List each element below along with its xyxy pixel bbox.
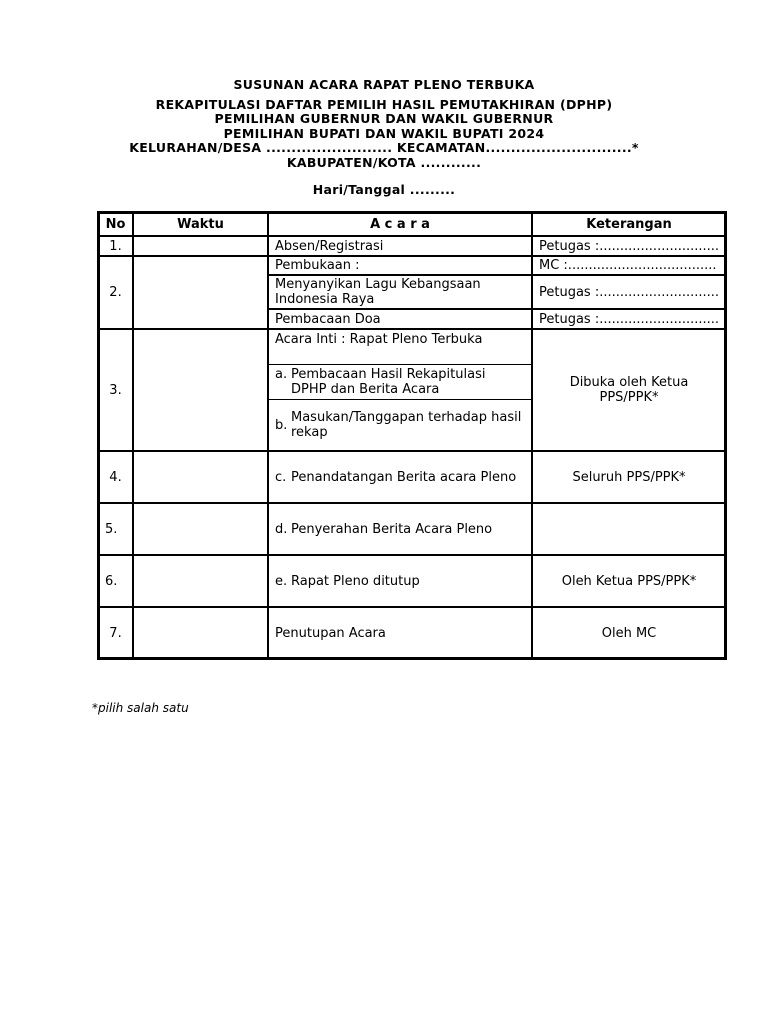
row-waktu (133, 451, 268, 503)
row-acara: Penutupan Acara (268, 607, 532, 659)
row-no: 2. (98, 256, 133, 329)
item-text: Pembacaan Hasil Rekapitulasi DPHP dan Berita Acara (291, 367, 486, 397)
subtitle-line: REKAPITULASI DAFTAR PEMILIH HASIL PEMUTAKHIRAN (DPHP) (155, 97, 613, 112)
table-row (98, 329, 726, 451)
item-label: b. (275, 417, 288, 433)
row-keterangan: Oleh Ketua PPS/PPK* (532, 555, 726, 607)
item-text: Penyerahan Berita Acara Pleno (291, 521, 493, 537)
header-acara: A c a r a (268, 212, 532, 236)
row-acara: Pembukaan : (268, 256, 532, 275)
acara-sub-b (269, 400, 531, 450)
row-acara (268, 503, 532, 555)
acara-sub-a (269, 365, 531, 400)
row-waktu (133, 329, 268, 451)
item-text: Penandatangan Berita acara Pleno (291, 469, 517, 485)
row-no: 3. (98, 329, 133, 451)
header-waktu: Waktu (133, 212, 268, 236)
row-keterangan: Oleh MC (532, 607, 726, 659)
row-keterangan: Seluruh PPS/PPK* (532, 451, 726, 503)
subtitle-line: PEMILIHAN GUBERNUR DAN WAKIL GUBERNUR (214, 111, 554, 127)
row-acara (268, 555, 532, 607)
item-label: d. (275, 521, 288, 537)
row-acara: Absen/Registrasi (268, 236, 532, 256)
document-title: SUSUNAN ACARA RAPAT PLENO TERBUKA (233, 77, 535, 92)
item-text: Rapat Pleno ditutup (291, 573, 420, 589)
row-waktu (133, 256, 268, 329)
row-waktu (133, 555, 268, 607)
acara-inti: Acara Inti : Rapat Pleno Terbuka (269, 330, 531, 365)
row-waktu (133, 236, 268, 256)
table-row (98, 503, 726, 555)
row-acara (268, 329, 532, 451)
row-no: 5. (98, 503, 133, 555)
header-keterangan: Keterangan (532, 212, 726, 236)
item-label: c. (275, 469, 287, 485)
hari-tanggal: Hari/Tanggal ......... (312, 182, 456, 197)
row-no: 1. (98, 236, 133, 256)
row-keterangan: Petugas :............................. (532, 309, 726, 329)
header-no: No (98, 212, 133, 236)
row-no: 7. (98, 607, 133, 659)
table-row (98, 451, 726, 503)
row-keterangan: Petugas :............................. (532, 236, 726, 256)
row-keterangan: Petugas :............................. (532, 275, 726, 309)
row-keterangan: MC :.................................... (532, 256, 726, 275)
row-no: 4. (98, 451, 133, 503)
subtitle-line: KABUPATEN/KOTA ............ (286, 154, 482, 170)
row-keterangan (532, 503, 726, 555)
row-waktu (133, 503, 268, 555)
subtitle-line: PEMILIHAN BUPATI DAN WAKIL BUPATI 2024 (223, 125, 545, 141)
subtitle-line: KELURAHAN/DESA ......................... KECAMATAN.............................* (129, 140, 639, 156)
row-no: 6. (98, 555, 133, 607)
row-keterangan: Dibuka oleh Ketua PPS/PPK* (532, 329, 726, 451)
agenda-table (97, 211, 727, 660)
item-label: a. (275, 367, 288, 382)
row-acara: Pembacaan Doa (268, 309, 532, 329)
row-acara (268, 451, 532, 503)
document-subtitle (0, 98, 768, 170)
item-text: Masukan/Tanggapan terhadap hasil rekap (291, 410, 522, 440)
table-row (98, 555, 726, 607)
table-row (98, 236, 726, 256)
table-row (98, 607, 726, 659)
row-waktu (133, 607, 268, 659)
row-acara: Menyanyikan Lagu Kebangsaan Indonesia Raya (268, 275, 532, 309)
footnote: *pilih salah satu (92, 701, 189, 715)
table-header-row (98, 212, 726, 236)
item-label: e. (275, 573, 288, 589)
table-row (98, 256, 726, 275)
